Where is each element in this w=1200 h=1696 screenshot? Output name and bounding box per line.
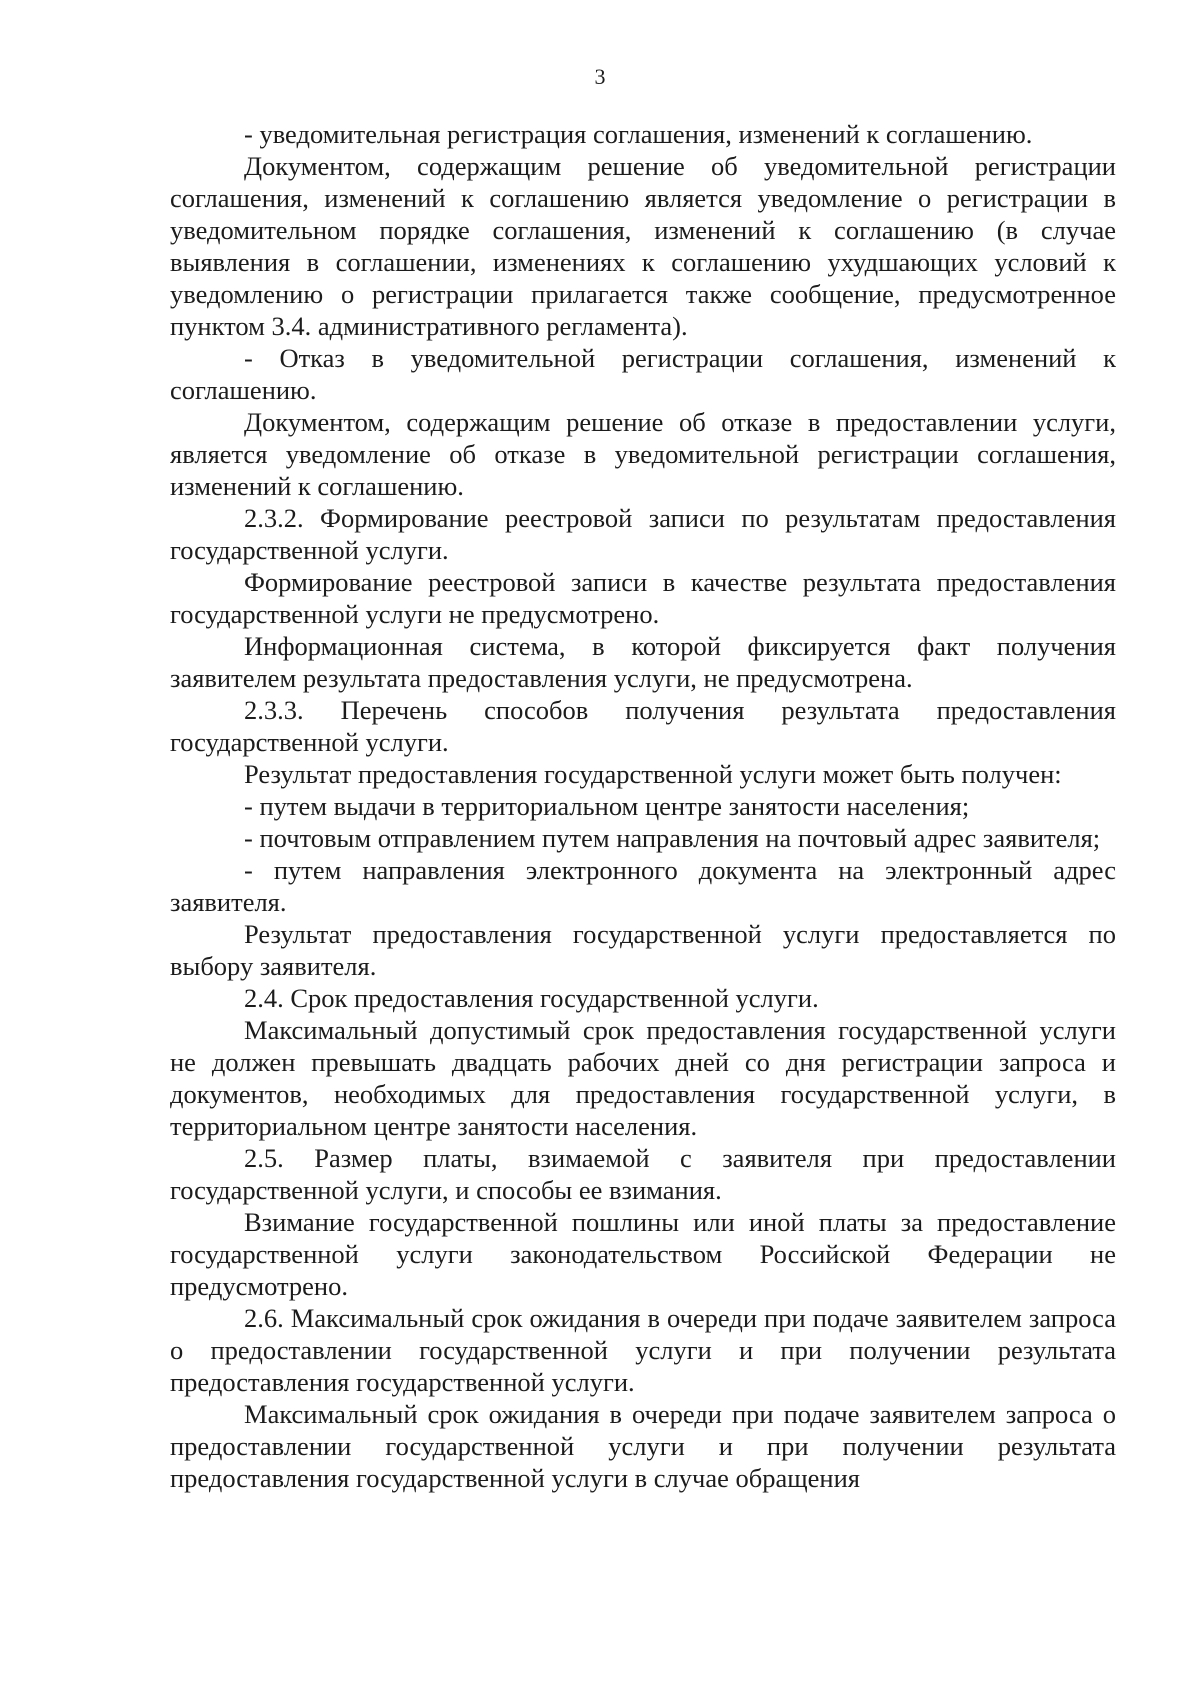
paragraph: - почтовым отправлением путем направления на почтовый адрес заявителя; [244, 823, 1101, 853]
paragraph: Документом, содержащим решение об уведомительной регистрации соглашения, изменений к соглашению является уведомление о регистрации в уведомительном порядке соглашения, изменений к соглашению (в случае выявления в соглашении, изменениях к соглашению ухудшающих условий к уведомлению о регистрации прилагается также сообщение, предусмотренное пунктом 3.4. административного регламента). [170, 151, 1116, 341]
paragraph: Информационная система, в которой фиксируется факт получения заявителем результата предоставления услуги, не предусмотрена. [170, 631, 1116, 693]
paragraph: 2.6. Максимальный срок ожидания в очереди при подаче заявителем запроса о предоставлении государственной услуги и при получении результата предоставления государственной услуги. [170, 1303, 1116, 1397]
paragraph: 2.4. Срок предоставления государственной услуги. [244, 983, 819, 1013]
paragraph: - Отказ в уведомительной регистрации соглашения, изменений к соглашению. [170, 343, 1116, 405]
paragraph: 2.3.3. Перечень способов получения результата предоставления государственной услуги. [170, 695, 1116, 757]
paragraph: Формирование реестровой записи в качестве результата предоставления государственной услуги не предусмотрено. [170, 567, 1116, 629]
paragraph: Документом, содержащим решение об отказе в предоставлении услуги, является уведомление об отказе в уведомительной регистрации соглашения, изменений к соглашению. [170, 407, 1116, 501]
paragraph: - уведомительная регистрация соглашения, изменений к соглашению. [244, 119, 1033, 149]
paragraph: Результат предоставления государственной услуги может быть получен: [244, 759, 1062, 789]
paragraph: Взимание государственной пошлины или иной платы за предоставление государственной услуги законодательством Российской Федерации не предусмотрено. [170, 1207, 1116, 1301]
page-number: 3 [594, 64, 606, 89]
paragraph: Максимальный допустимый срок предоставления государственной услуги не должен превышать двадцать рабочих дней со дня регистрации запроса и документов, необходимых для предоставления государственной услуги, в территориальном центре занятости населения. [170, 1015, 1116, 1141]
paragraph: 2.5. Размер платы, взимаемой с заявителя при предоставлении государственной услуги, и способы ее взимания. [170, 1143, 1116, 1205]
paragraph: - путем направления электронного документа на электронный адрес заявителя. [170, 855, 1116, 917]
paragraph: - путем выдачи в территориальном центре занятости населения; [244, 791, 970, 821]
document-body [170, 118, 1116, 1494]
paragraph: Результат предоставления государственной услуги предоставляется по выбору заявителя. [170, 919, 1116, 981]
paragraph: 2.3.2. Формирование реестровой записи по результатам предоставления государственной услуги. [170, 503, 1116, 565]
paragraph: Максимальный срок ожидания в очереди при подаче заявителем запроса о предоставлении государственной услуги и при получении результата предоставления государственной услуги в случае обращения [170, 1399, 1116, 1493]
